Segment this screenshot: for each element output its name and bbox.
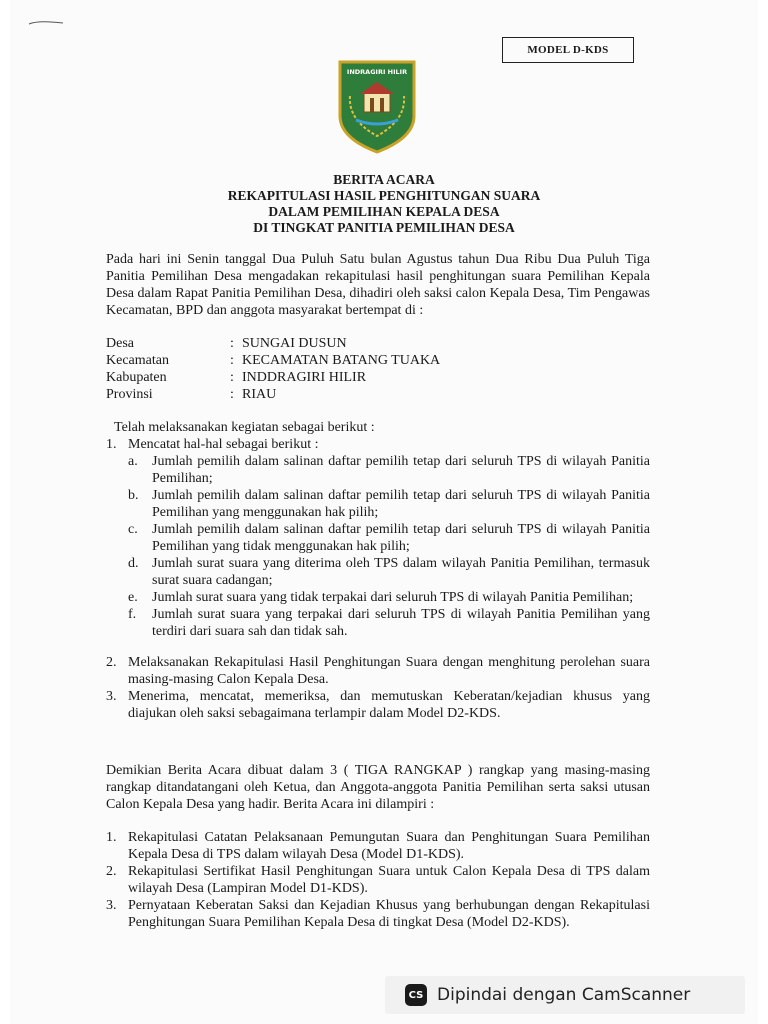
location-label: Kabupaten <box>106 370 167 385</box>
location-label: Provinsi <box>106 387 153 402</box>
sub-item <box>128 487 650 521</box>
sub-letter: c. <box>128 522 138 537</box>
intro-paragraph: Pada hari ini Senin tanggal Dua Puluh Satu bulan Agustus tahun Dua Ribu Dua Puluh Tiga Panitia Pemilihan Desa mengadakan rekapitulasi hasil penghitungan suara Pemilihan Kepala Desa dalam Rapat Panitia Pemilihan Desa, dihadiri oleh saksi calon Kepala Desa, Tim Pengawas Kecamatan, BPD dan anggota masyarakat bertempat di : <box>106 252 650 318</box>
location-value: SUNGAI DUSUN <box>242 336 347 351</box>
title-line: BERITA ACARA <box>333 172 435 187</box>
sub-text: Jumlah surat suara yang terpakai dari seluruh TPS di wilayah Panitia Pemilihan yang terdiri dari suara sah dan tidak sah. <box>152 607 650 639</box>
title-line: DI TINGKAT PANITIA PEMILIHAN DESA <box>253 220 515 235</box>
list-item <box>106 654 650 688</box>
emblem-text: INDRAGIRI HILIR <box>346 68 408 76</box>
list-text: Menerima, mencatat, memeriksa, dan memutuskan Keberatan/kejadian khusus yang diajukan oleh saksi sebagaimana terlampir dalam Model D2-KDS. <box>128 689 650 721</box>
sub-item <box>128 555 650 589</box>
location-row: Desa : SUNGAI DUSUN <box>106 336 347 351</box>
list-text: Rekapitulasi Sertifikat Hasil Penghitungan Suara untuk Calon Kepala Desa di TPS dalam wilayah Desa (Lampiran Model D1-KDS). <box>128 864 650 896</box>
title-line: REKAPITULASI HASIL PENGHITUNGAN SUARA <box>227 188 541 203</box>
sub-text: Jumlah surat suara yang tidak terpakai dari seluruh TPS di wilayah Panitia Pemilihan; <box>152 590 634 605</box>
attachments-list <box>106 829 650 931</box>
regency-emblem-icon <box>336 58 418 154</box>
sub-letter: b. <box>128 488 139 503</box>
camscanner-label: Dipindai dengan CamScanner <box>437 985 691 1005</box>
location-label: Desa <box>106 336 134 351</box>
location-table <box>106 335 440 403</box>
list-number: 3. <box>106 689 117 704</box>
document-title <box>0 172 768 236</box>
sub-text: Jumlah surat suara yang diterima oleh TPS dalam wilayah Panitia Pemilihan, termasuk surat suara cadangan; <box>152 556 650 588</box>
activities-section <box>106 419 650 722</box>
list-item <box>106 829 650 863</box>
sub-item <box>128 521 650 555</box>
sub-letter: e. <box>128 590 138 605</box>
location-row: Kecamatan : KECAMATAN BATANG TUAKA <box>106 353 441 368</box>
list-item <box>106 436 650 453</box>
list-text: Rekapitulasi Catatan Pelaksanaan Pemungutan Suara dan Penghitungan Suara Pemilihan Kepala Desa di TPS dalam wilayah Desa (Model D1-KDS). <box>128 830 650 862</box>
sub-text: Jumlah pemilih dalam salinan daftar pemilih tetap dari seluruh TPS di wilayah Panitia Pemilihan; <box>152 454 650 486</box>
location-row: Kabupaten : INDDRAGIRI HILIR <box>106 370 367 385</box>
list-text: Melaksanakan Rekapitulasi Hasil Penghitungan Suara dengan menghitung perolehan suara masing-masing Calon Kepala Desa. <box>128 655 650 687</box>
list-text: Mencatat hal-hal sebagai berikut : <box>128 437 319 452</box>
list-item <box>106 897 650 931</box>
list-item <box>106 863 650 897</box>
sub-item <box>128 453 650 487</box>
closing-paragraph: Demikian Berita Acara dibuat dalam 3 ( TIGA RANGKAP ) rangkap yang masing-masing rangkap ditandatangani oleh Ketua, dan Anggota-anggota Panitia Pemilihan serta saksi utusan Calon Kepala Desa yang hadir. Berita Acara ini dilampiri : <box>106 763 650 812</box>
location-value: KECAMATAN BATANG TUAKA <box>242 353 441 368</box>
list-number: 2. <box>106 655 117 670</box>
list-number: 3. <box>106 898 117 913</box>
list-number: 2. <box>106 864 117 879</box>
pen-mark <box>28 18 64 26</box>
sub-item <box>128 606 650 640</box>
sub-letter: a. <box>128 454 138 469</box>
model-label: MODEL D-KDS <box>502 37 634 63</box>
sub-text: Jumlah pemilih dalam salinan daftar pemilih tetap dari seluruh TPS di wilayah Panitia Pemilihan yang tidak menggunakan hak pilih; <box>152 522 650 554</box>
list-item <box>106 688 650 722</box>
camscanner-watermark <box>385 976 745 1014</box>
camscanner-icon: CS <box>405 984 427 1006</box>
sub-letter: d. <box>128 556 139 571</box>
sub-text: Jumlah pemilih dalam salinan daftar pemilih tetap dari seluruh TPS di wilayah Panitia Pemilihan yang menggunakan hak pilih; <box>152 488 650 520</box>
location-label: Kecamatan <box>106 353 169 368</box>
activities-intro: Telah melaksanakan kegiatan sebagai berikut : <box>114 420 375 435</box>
location-value: RIAU <box>242 387 277 402</box>
sub-item <box>128 589 650 606</box>
sub-letter: f. <box>128 607 137 622</box>
title-line: DALAM PEMILIHAN KEPALA DESA <box>268 204 500 219</box>
location-row: Provinsi : RIAU <box>106 387 277 402</box>
location-value: INDDRAGIRI HILIR <box>242 370 367 385</box>
list-text: Pernyataan Keberatan Saksi dan Kejadian Khusus yang berhubungan dengan Rekapitulasi Penghitungan Suara Pemilihan Kepala Desa di tingkat Desa (Model D2-KDS). <box>128 898 650 930</box>
list-number: 1. <box>106 830 117 845</box>
list-number: 1. <box>106 437 117 452</box>
